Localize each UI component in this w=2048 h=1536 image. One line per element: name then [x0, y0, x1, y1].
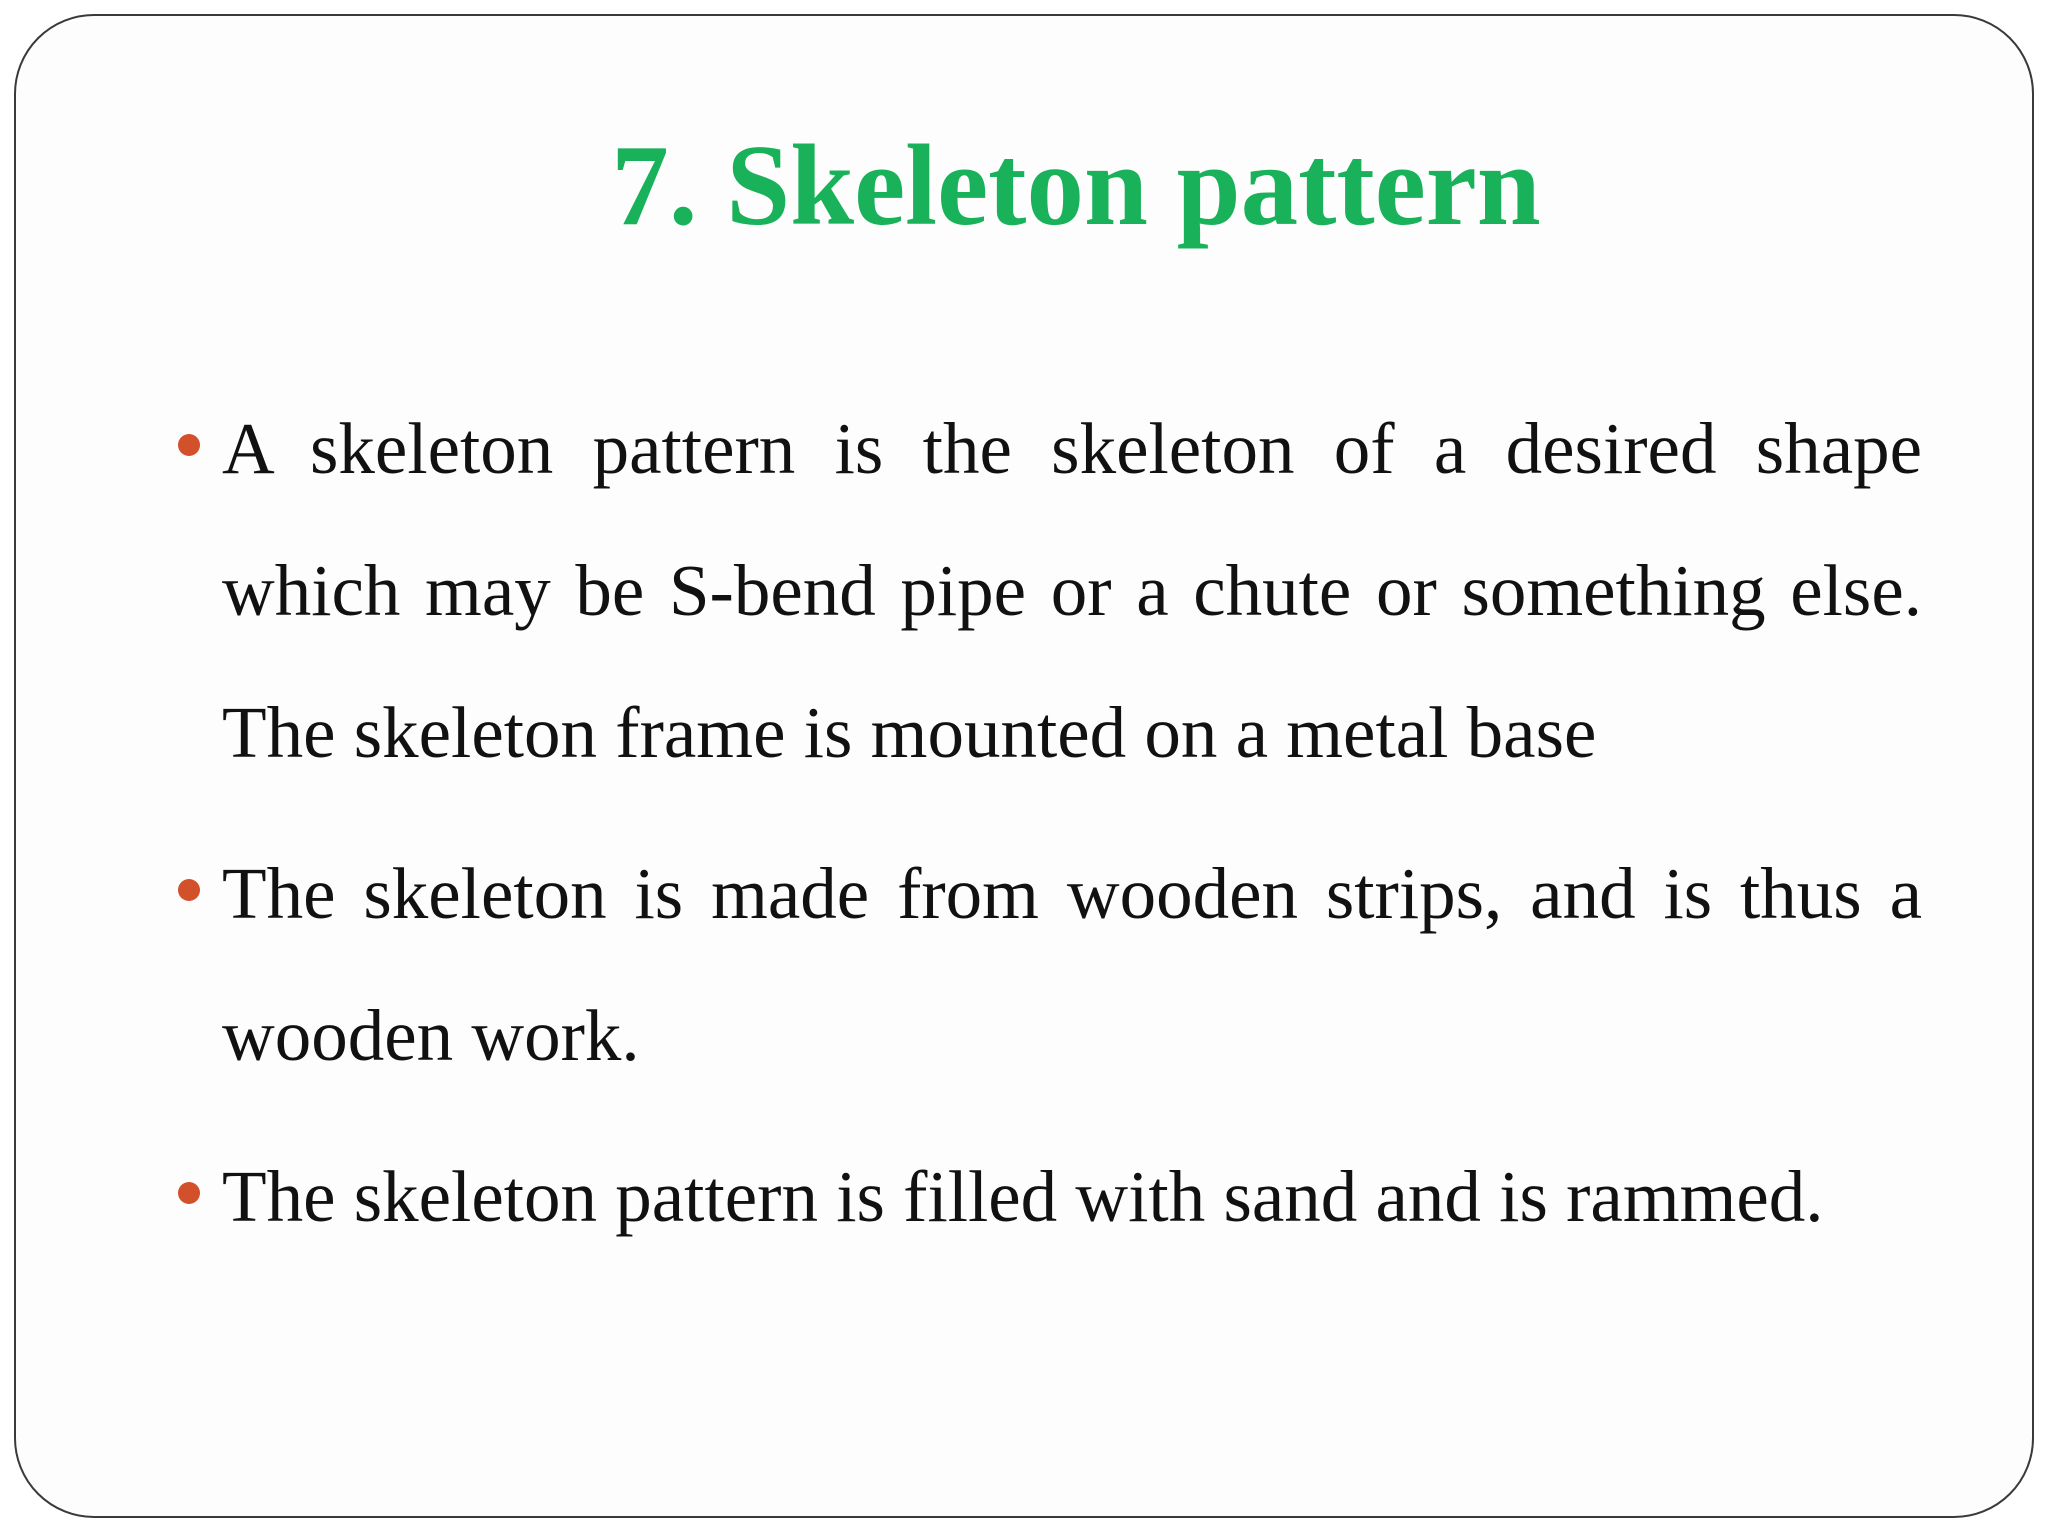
slide-frame — [14, 14, 2034, 1518]
bullet-dot-icon — [178, 879, 200, 901]
bullet-text: A skeleton pattern is the skeleton of a desired shape which may be S-bend pipe or a chute or something else. The skeleton frame is mounted on a metal base — [222, 408, 1922, 773]
bullet-item — [222, 823, 1922, 1107]
bullet-item — [222, 378, 1922, 804]
bullet-list — [222, 378, 1922, 1287]
bullet-dot-icon — [178, 434, 200, 456]
bullet-item — [222, 1126, 1922, 1268]
bullet-dot-icon — [178, 1182, 200, 1204]
bullet-text: The skeleton pattern is filled with sand and is rammed. — [222, 1156, 1824, 1237]
slide-title: 7. Skeleton pattern — [611, 122, 1541, 249]
bullet-text: The skeleton is made from wooden strips, and is thus a wooden work. — [222, 853, 1922, 1076]
